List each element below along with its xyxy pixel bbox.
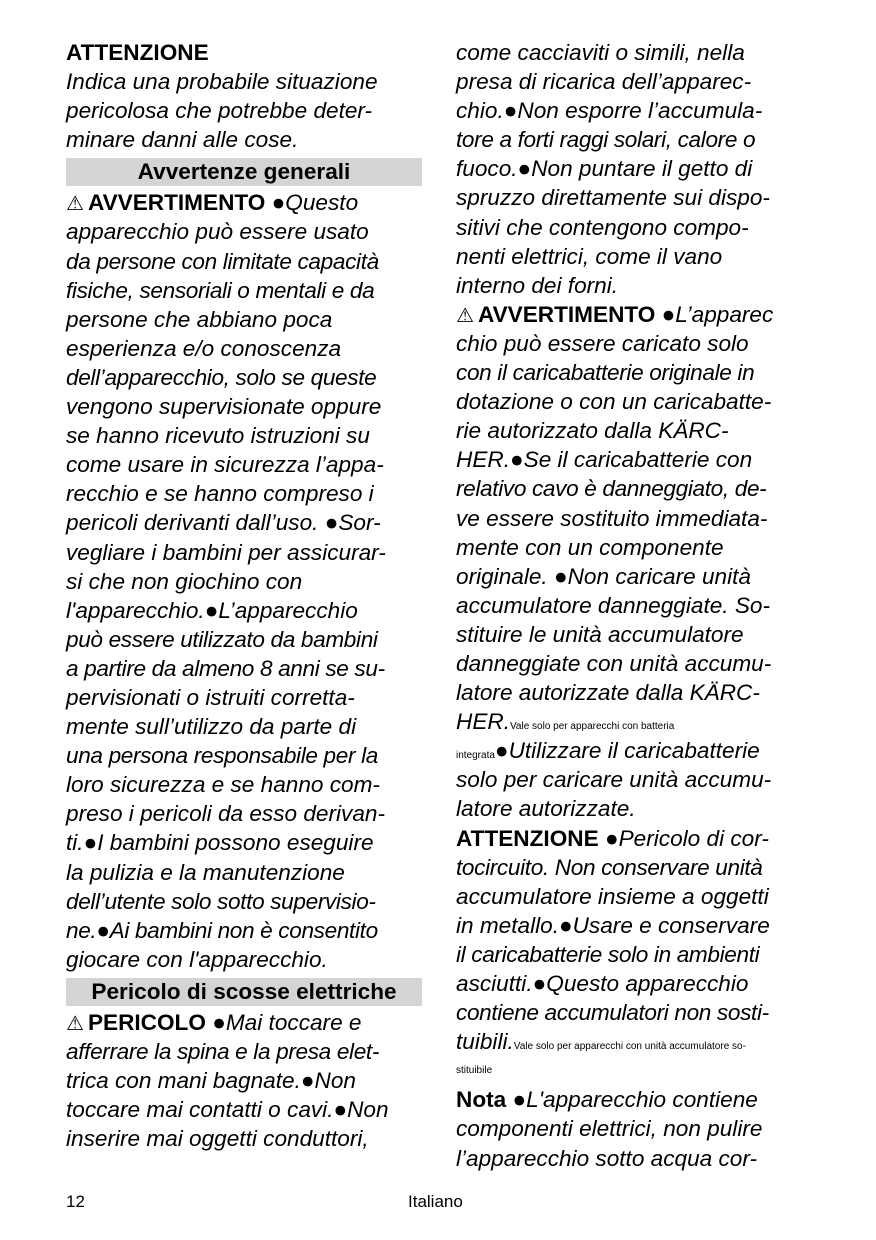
danger-line [66, 1008, 422, 1037]
charger-text: ●Utilizzare il caricabatterie [494, 738, 760, 764]
body-line: tocircuito. Non conservare unità [456, 854, 763, 880]
body-line: minare danni alle cose. [66, 127, 299, 153]
tuibili-word: tuibili. [456, 1029, 514, 1055]
body-line: con il caricabatterie originale in [456, 360, 755, 386]
body-line: come usare in sicurezza l’appa- [66, 452, 384, 478]
attenzione-line [456, 824, 816, 853]
footer-language: Italiano [408, 1192, 463, 1211]
body-line: inserire mai oggetti conduttori, [66, 1126, 369, 1152]
body-line: dell’utente solo sotto supervisio- [66, 888, 376, 914]
danger-text: ●Mai toccare e [212, 1009, 362, 1035]
body-line: fuoco.●Non puntare il getto di [456, 156, 753, 182]
body-line: latore autorizzate dalla KÄRC- [456, 680, 760, 706]
body-line: una persona responsabile per la [66, 743, 378, 769]
body-line: originale. ●Non caricare unità [456, 563, 751, 589]
body-line: fisiche, sensoriali o mentali e da [66, 277, 375, 303]
warning-text: ●L’apparec [661, 301, 774, 327]
body-line: la pulizia e la manutenzione [66, 859, 345, 885]
body-line: contiene accumulatori non sosti- [456, 1000, 769, 1026]
body-line: pervisionati o istruiti corretta- [66, 684, 355, 710]
body-line: relativo cavo è danneggiato, de- [456, 476, 767, 502]
body-line: danneggiate con unità accumu- [456, 650, 772, 676]
body-line: pericoli derivanti dall’uso. ●Sor- [66, 510, 381, 536]
nota-text: ●L'apparecchio contiene [512, 1087, 758, 1113]
body-line: stituire le unità accumulatore [456, 621, 744, 647]
body-line: può essere utilizzato da bambini [66, 626, 378, 652]
body-line: tore a forti raggi solari, calore o [456, 127, 756, 153]
body-line: sitivi che contengono compo- [456, 214, 749, 240]
battery-note: Vale solo per apparecchi con batteria [509, 721, 675, 733]
body-line: HER.●Se il caricabatterie con [456, 447, 753, 473]
body-line: il caricabatterie solo in ambienti [456, 941, 760, 967]
body-line: pericolosa che potrebbe deter- [66, 98, 373, 124]
body-line: giocare con l'apparecchio. [66, 946, 328, 972]
body-line: recchio e se hanno compreso i [66, 481, 374, 507]
body-line: ne.●Ai bambini non è consentito [66, 917, 378, 943]
nota-line [456, 1085, 816, 1114]
body-line: l’apparecchio sotto acqua cor- [456, 1145, 758, 1171]
replaceable-note: Vale solo per apparecchi con unità accumulatore so- [513, 1041, 746, 1053]
attenzione-label: ATTENZIONE [456, 825, 599, 851]
body-line: apparecchio può essere usato [66, 219, 369, 245]
warning-line [66, 188, 422, 217]
body-line: vegliare i bambini per assicurar- [66, 539, 386, 565]
body-line: latore autorizzate. [456, 796, 636, 822]
her-word: HER. [456, 709, 510, 735]
warning-label: AVVERTIMENTO [87, 190, 266, 216]
danger-label: PERICOLO [87, 1009, 206, 1035]
warning-label: AVVERTIMENTO [477, 301, 656, 327]
body-line: in metallo.●Usare e conservare [456, 912, 770, 938]
body-line: esperienza e/o conoscenza [66, 335, 342, 361]
warning-text: ●Questo [271, 190, 359, 216]
body-line: mente sull’utilizzo da parte di [66, 714, 357, 740]
replaceable-note-cont: stituibile [456, 1065, 493, 1077]
section-heading-general-warnings: Avvertenze generali [66, 158, 422, 186]
attenzione-heading: ATTENZIONE [66, 40, 209, 65]
tuibili-line [456, 1027, 816, 1056]
body-line: solo per caricare unità accumu- [456, 767, 772, 793]
warning-triangle-icon: ⚠ [66, 1012, 84, 1035]
warning-triangle-icon: ⚠ [66, 193, 84, 216]
body-line: l'apparecchio.●L’apparecchio [66, 597, 358, 623]
body-line: presa di ricarica dell’apparec- [456, 69, 752, 95]
page-number: 12 [66, 1192, 85, 1211]
body-line: chio può essere caricato solo [456, 330, 749, 356]
body-line: Indica una probabile situazione [66, 69, 378, 95]
left-column [66, 38, 422, 1153]
body-line: da persone con limitate capacità [66, 248, 379, 274]
body-line: afferrare la spina e la presa elet- [66, 1039, 380, 1064]
body-line: ve essere sostituito immediata- [456, 505, 768, 531]
body-line: dotazione o con un caricabatte- [456, 389, 772, 415]
section-heading-electric-shock: Pericolo di scosse elettriche [66, 978, 422, 1006]
body-line: preso i pericoli da esso derivan- [66, 801, 385, 827]
body-line: vengono supervisionate oppure [66, 394, 382, 420]
attenzione-text: ●Pericolo di cor- [604, 825, 769, 851]
body-line: chio.●Non esporre l’accumula- [456, 98, 763, 124]
body-line: componenti elettrici, non pulire [456, 1116, 763, 1142]
body-line: ti.●I bambini possono eseguire [66, 830, 374, 856]
body-line: accumulatore danneggiate. So- [456, 592, 771, 618]
body-line: interno dei forni. [456, 272, 619, 298]
body-line: loro sicurezza e se hanno com- [66, 772, 380, 798]
nota-label: Nota [456, 1087, 507, 1113]
body-line: trica con mani bagnate.●Non [66, 1068, 356, 1094]
body-line: asciutti.●Questo apparecchio [456, 971, 749, 996]
right-column [456, 38, 816, 1173]
body-line: rie autorizzato dalla KÄRC- [456, 418, 729, 444]
body-line: accumulatore insieme a oggetti [456, 883, 769, 909]
body-line: dell’apparecchio, solo se queste [66, 364, 377, 390]
body-line: se hanno ricevuto istruzioni su [66, 423, 370, 449]
body-line: a partire da almeno 8 anni se su- [66, 655, 385, 681]
body-line: come cacciaviti o simili, nella [456, 40, 745, 65]
body-line: nenti elettrici, come il vano [456, 243, 723, 269]
body-line: spruzzo direttamente sui dispo- [456, 185, 770, 211]
body-line: toccare mai contatti o cavi.●Non [66, 1097, 389, 1123]
body-line: mente con un componente [456, 534, 724, 560]
warning-line [456, 300, 816, 329]
warning-triangle-icon: ⚠ [456, 304, 474, 327]
battery-note-cont: integrata [456, 750, 495, 762]
her-line [456, 707, 816, 736]
body-line: persone che abbiano poca [66, 306, 333, 332]
body-line: si che non giochino con [66, 568, 303, 594]
body-line [456, 736, 816, 765]
